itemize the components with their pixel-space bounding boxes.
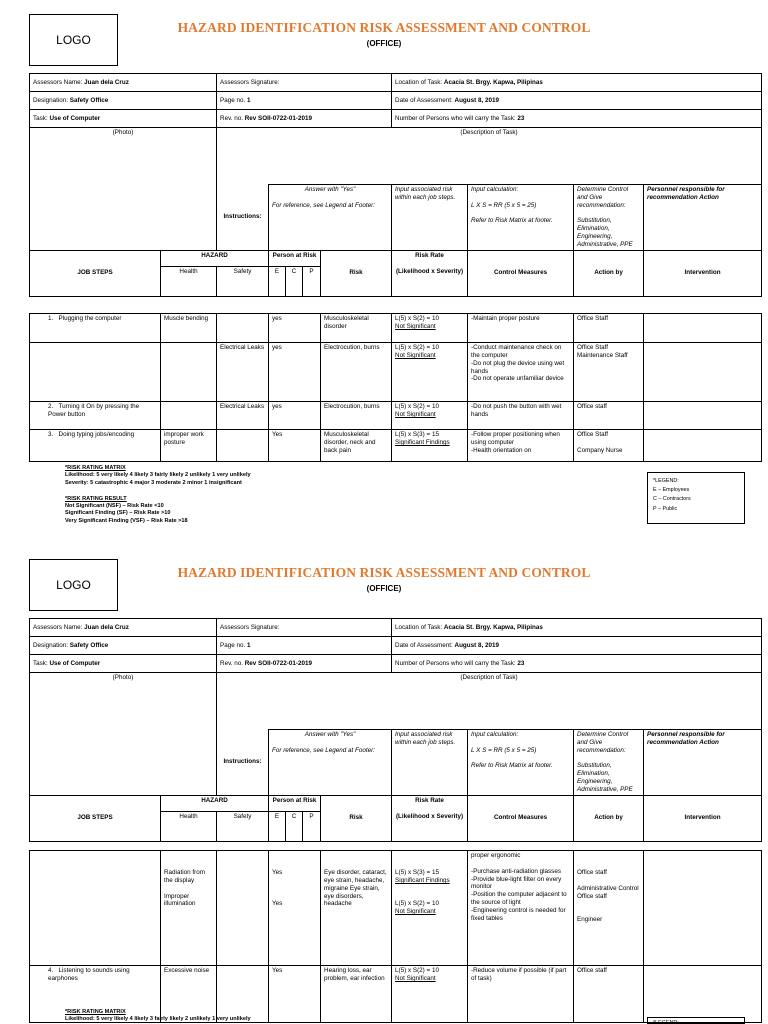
control-cell: -Do not push the button with wet hands (468, 402, 574, 430)
hazard-rows-table-page-2 (29, 850, 762, 1023)
legend-box (647, 472, 745, 524)
persons-cell: Number of Persons who will carry the Task: 23 (392, 110, 762, 128)
page-no-cell: Page no. 1 (217, 92, 392, 110)
document-subtitle: (OFFICE) (366, 39, 402, 48)
risk-cell: Musculoskeletal disorder, neck and back pain (321, 430, 392, 462)
safety-cell (217, 430, 269, 462)
date-cell: Date of Assessment: August 8, 2019 (392, 92, 762, 110)
risk-matrix-notes (65, 465, 251, 525)
health-cell: Muscle bending (161, 314, 217, 343)
col-p: P (303, 811, 321, 841)
col-c: C (286, 811, 303, 841)
safety-cell: Electrical Leaks (217, 343, 269, 402)
instruction-control: Determine Control and Give recommendation: Substitution, Elimination, Engineering, Administrative, PPE (574, 185, 644, 251)
risk-cell: Musculoskeletal disorder (321, 314, 392, 343)
control-cell: -Reduce volume if possible (if part of task) (468, 966, 574, 1023)
safety-cell: Electrical Leaks (217, 402, 269, 430)
action-by-cell: Office staff Administrative Control Office staff Engineer (574, 851, 644, 966)
job-step-cell (30, 851, 161, 966)
control-cell: -Conduct maintenance check on the computer -Do not plug the device using wet hands -Do not operate unfamiliar device (468, 343, 574, 402)
health-cell (161, 343, 217, 402)
col-safety: Safety (217, 266, 269, 296)
instructions-label: Instructions: (217, 185, 269, 251)
hazard-rows-table-page-1 (29, 313, 762, 462)
location-cell: Location of Task: Acacia St. Brgy. Kapwa, Pilipinas (392, 74, 762, 92)
control-cell: -Follow proper positioning when using computer -Health orientation on (468, 430, 574, 462)
col-risk-rate: Risk Rate (Likelihood x Severity) (392, 795, 468, 841)
col-action-by: Action by (574, 795, 644, 841)
assessment-header-table (29, 73, 762, 297)
col-p: P (303, 266, 321, 296)
col-risk-rate: Risk Rate (Likelihood x Severity) (392, 250, 468, 296)
person-at-risk-cell: Yes Yes (269, 851, 321, 966)
instruction-risk: Input associated risk within each job steps. (392, 730, 468, 796)
description-cell: (Description of Task) (217, 128, 762, 185)
risk-result-nsf: Not Significant (NSF) – Risk Rate <10 (65, 503, 164, 510)
assessor-signature-cell: Assessors Signature: (217, 619, 392, 637)
col-risk: Risk (321, 250, 392, 296)
col-hazard: HAZARD (161, 250, 269, 266)
health-cell: Radiation from the display Improper illumination (161, 851, 217, 966)
assessor-signature-cell: Assessors Signature: (217, 74, 392, 92)
risk-rate-cell: L(5) x S(3) = 15 Significant Findings (392, 430, 468, 462)
assessment-header-table (29, 618, 762, 842)
col-job-steps: JOB STEPS (30, 795, 161, 841)
instruction-answer: Answer with "Yes" For reference, see Legend at Footer: (269, 730, 392, 796)
risk-matrix-heading: *RISK RATING MATRIX (65, 1009, 126, 1015)
person-at-risk-cell: yes (269, 314, 321, 343)
legend-heading: *LEGEND: (653, 478, 679, 484)
instruction-personnel: Personnel responsible for recommendation Action (644, 730, 762, 796)
instruction-calc: Input calculation: L X S = RR (5 x 5 = 25) Refer to Risk Matrix at footer. (468, 185, 574, 251)
intervention-cell (644, 402, 762, 430)
person-at-risk-cell: yes (269, 343, 321, 402)
designation-cell: Designation: Safety Office (30, 92, 217, 110)
risk-rate-cell: L(5) x S(2) = 10 Not Significant (392, 402, 468, 430)
likelihood-scale: Likelihood: 5 very likely 4 likely 3 fairly likely 2 unlikely 1 very unlikely (65, 472, 251, 479)
intervention-cell (644, 430, 762, 462)
table-row (30, 314, 762, 343)
instruction-control: Determine Control and Give recommendation: Substitution, Elimination, Engineering, Administrative, PPE (574, 730, 644, 796)
action-by-cell: Office Staff Maintenance Staff (574, 343, 644, 402)
legend-contractors: C – Contractors (653, 496, 691, 503)
intervention-cell (644, 343, 762, 402)
col-health: Health (161, 811, 217, 841)
person-at-risk-cell: Yes (269, 430, 321, 462)
health-cell: improper work posture (161, 430, 217, 462)
col-safety: Safety (217, 811, 269, 841)
col-risk: Risk (321, 795, 392, 841)
task-cell: Task: Use of Computer (30, 655, 217, 673)
action-by-cell: Office Staff Company Nurse (574, 430, 644, 462)
risk-result-vsf: Very Significant Finding (VSF) – Risk Rate >18 (65, 517, 188, 524)
action-by-cell: Office staff (574, 402, 644, 430)
assessor-name-cell: Assessors Name: Juan dela Cruz (30, 74, 217, 92)
person-at-risk-cell: yes (269, 402, 321, 430)
risk-rate-cell: L(5) x S(2) = 10 Not Significant (392, 966, 468, 1023)
health-cell (161, 402, 217, 430)
designation-cell: Designation: Safety Office (30, 637, 217, 655)
control-cell: -Maintain proper posture (468, 314, 574, 343)
col-control-measures: Control Measures (468, 795, 574, 841)
intervention-cell (644, 966, 762, 1023)
safety-cell (217, 314, 269, 343)
risk-result-sf: Significant Finding (SF) – Risk Rate >10 (65, 510, 171, 517)
job-step-cell: 3. Doing typing jobs/encoding (30, 430, 161, 462)
control-cell: proper ergonomic -Purchase anti-radiation glasses -Provide blue-light filter on every monitor -Position the computer adjacent to the source of light -Engineering control is needed for fixed tables (468, 851, 574, 966)
legend-box (647, 1017, 745, 1024)
date-cell: Date of Assessment: August 8, 2019 (392, 637, 762, 655)
col-c: C (286, 266, 303, 296)
risk-matrix-notes (65, 1009, 251, 1024)
risk-cell: Electrocution, burns (321, 343, 392, 402)
rev-cell: Rev. no. Rev SOII-0722-01-2019 (217, 110, 392, 128)
task-cell: Task: Use of Computer (30, 110, 217, 128)
risk-matrix-heading: *RISK RATING MATRIX (65, 465, 126, 471)
col-person-at-risk: Person at Risk (269, 795, 321, 811)
table-row (30, 343, 762, 402)
logo-placeholder: LOGO (29, 14, 118, 66)
risk-cell: Hearing loss, ear problem, ear infection (321, 966, 392, 1023)
col-e: E (269, 266, 286, 296)
persons-cell: Number of Persons who will carry the Task: 23 (392, 655, 762, 673)
instruction-risk: Input associated risk within each job steps. (392, 185, 468, 251)
likelihood-scale: Likelihood: 5 very likely 4 likely 3 fairly likely 2 unlikely 1 very unlikely (65, 1016, 251, 1023)
document-title: HAZARD IDENTIFICATION RISK ASSESSMENT AND CONTROL (177, 565, 591, 580)
description-cell: (Description of Task) (217, 673, 762, 730)
instruction-calc: Input calculation: L X S = RR (5 x 5 = 25) Refer to Risk Matrix at footer. (468, 730, 574, 796)
logo-placeholder: LOGO (29, 559, 118, 611)
document-title: HAZARD IDENTIFICATION RISK ASSESSMENT AND CONTROL (177, 20, 591, 35)
instruction-personnel: Personnel responsible for recommendation Action (644, 185, 762, 251)
document-subtitle: (OFFICE) (366, 584, 402, 593)
risk-rate-cell: L(5) x S(3) = 15 Significant Findings L(5) x S(2) = 10 Not Significant (392, 851, 468, 966)
job-step-cell: 1. Plugging the computer (30, 314, 161, 343)
col-intervention: Intervention (644, 795, 762, 841)
risk-cell: Eye disorder, cataract, eye strain, headache, migraine Eye strain, eye disorders, headache (321, 851, 392, 966)
document-page-2 (0, 545, 768, 1024)
col-e: E (269, 811, 286, 841)
page-no-cell: Page no. 1 (217, 637, 392, 655)
risk-rate-cell: L(5) x S(2) = 10 Not Significant (392, 343, 468, 402)
job-step-cell: 2. Turning it On by pressing the Power button (30, 402, 161, 430)
job-step-cell: 4. Listening to sounds using earphones (30, 966, 161, 1023)
assessor-name-cell: Assessors Name: Juan dela Cruz (30, 619, 217, 637)
photo-cell: (Photo) (30, 673, 217, 796)
col-control-measures: Control Measures (468, 250, 574, 296)
safety-cell (217, 851, 269, 966)
col-person-at-risk: Person at Risk (269, 250, 321, 266)
risk-result-heading: *RISK RATING RESULT (65, 495, 127, 502)
legend-public: P – Public (653, 505, 678, 512)
col-hazard: HAZARD (161, 795, 269, 811)
job-step-cell (30, 343, 161, 402)
col-health: Health (161, 266, 217, 296)
location-cell: Location of Task: Acacia St. Brgy. Kapwa, Pilipinas (392, 619, 762, 637)
risk-rate-cell: L(5) x S(2) = 10 Not Significant (392, 314, 468, 343)
table-row (30, 851, 762, 966)
intervention-cell (644, 851, 762, 966)
person-at-risk-cell: Yes (269, 966, 321, 1023)
severity-scale: Severity: 5 catastrophic 4 major 3 moderate 2 minor 1 insignificant (65, 479, 242, 486)
legend-heading: *LEGEND: (653, 1020, 679, 1024)
health-cell: Excessive noise (161, 966, 217, 1023)
photo-cell: (Photo) (30, 128, 217, 251)
intervention-cell (644, 314, 762, 343)
col-job-steps: JOB STEPS (30, 250, 161, 296)
table-row (30, 402, 762, 430)
instruction-answer: Answer with "Yes" For reference, see Legend at Footer: (269, 185, 392, 251)
action-by-cell: Office Staff (574, 314, 644, 343)
legend-employees: E – Employees (653, 487, 690, 494)
risk-cell: Electrocution, burns (321, 402, 392, 430)
table-row (30, 430, 762, 462)
rev-cell: Rev. no. Rev SOII-0722-01-2019 (217, 655, 392, 673)
action-by-cell: Office staff (574, 966, 644, 1023)
instructions-label: Instructions: (217, 730, 269, 796)
col-action-by: Action by (574, 250, 644, 296)
col-intervention: Intervention (644, 250, 762, 296)
